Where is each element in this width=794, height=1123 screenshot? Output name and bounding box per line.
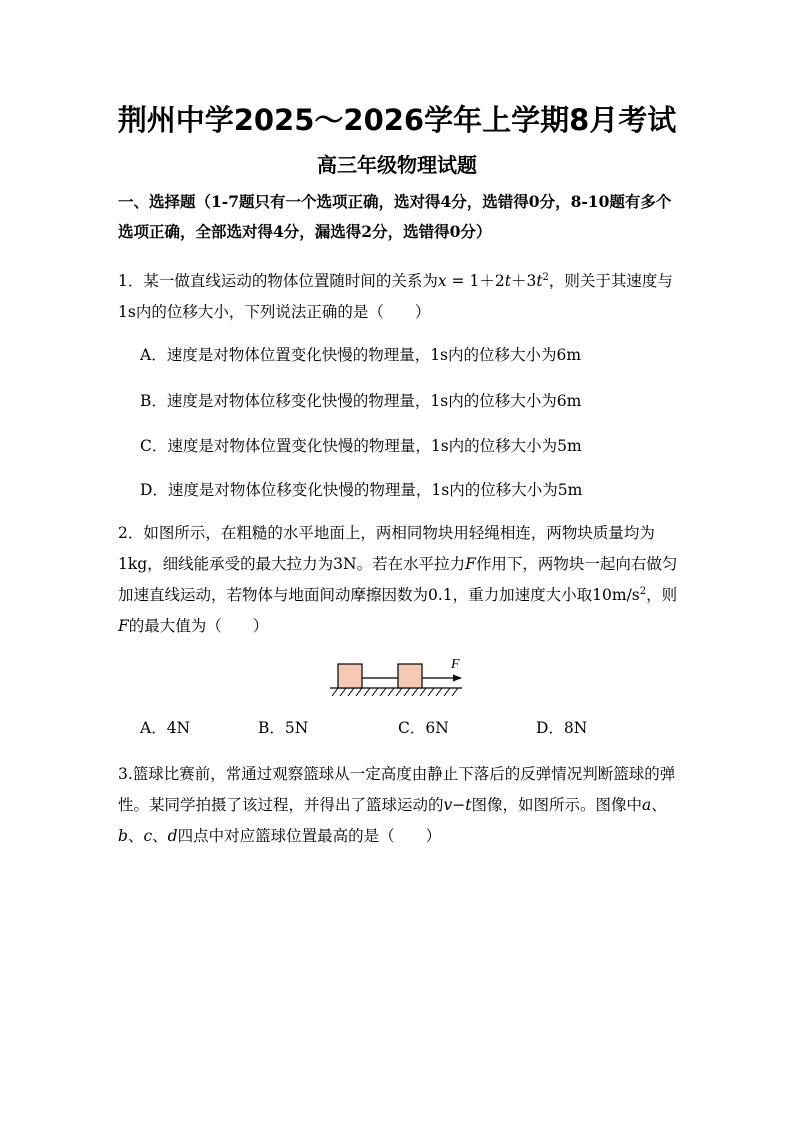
q3-point-c: c [143,827,153,845]
q2-option-d: D．8N [536,719,588,737]
blocks-figure [320,652,470,702]
question-3-stem [118,759,678,852]
q3-point-b: b [118,827,128,845]
q1-plus: ＋3 [510,272,537,290]
block-left [338,664,362,688]
q1-stem-a: 1．某一做直线运动的物体位置随时间的关系为 [118,272,438,290]
q2-var-f2: F [118,617,129,635]
q1-exp: 2 [542,272,549,283]
q3-sep: 、 [651,796,667,814]
q2-option-a: A．4N [140,719,191,737]
q3-sep: 、 [127,827,144,845]
q3-stem-a: 3.篮球比赛前，常通过观察篮球从一定高度由静止下落后的反弹情况判断篮球的弹性。某同学拍摄了该过程，并得出了篮球运动的 [118,765,676,814]
section-heading: 一、选择题（1-7题只有一个选项正确，选对得4分，选错得0分，8-10题有多个选项正确，全部选对得4分，漏选得2分，选错得0分） [118,192,672,241]
q1-stem-b: ，则关于其速度与1s内的位移大小，下列说法正确的是（ ） [118,272,673,321]
q3-stem-c: 四点中对应篮球位置最高的是（ ） [177,827,442,845]
q3-stem-b: 图像，如图所示。图像中 [471,796,643,814]
q3-point-d: d [167,827,178,845]
q3-dash: − [452,796,466,814]
q2-exp: 2 [639,586,647,597]
q2-stem-c: ，则 [646,586,678,604]
q1-option-b: B．速度是对物体位移变化快慢的物理量，1s内的位移大小为6m [140,392,582,410]
q1-option-c: C．速度是对物体位置变化快慢的物理量，1s内的位移大小为5m [140,437,582,455]
q1-var-t1: t [504,272,511,290]
exam-title: 荆州中学2025～2026学年上学期8月考试 [117,103,677,137]
q2-options [140,716,660,740]
q2-option-c: C．6N [398,719,449,737]
q1-option-a: A．速度是对物体位置变化快慢的物理量，1s内的位移大小为6m [140,346,582,364]
q1-eq: = 1＋2 [446,272,505,290]
q3-sep: 、 [152,827,168,845]
q2-stem-b: 作用下，两物块一起向右做匀加速直线运动，若物体与地面间动摩擦因数为0.1，重力加速度大小取10m/s [118,555,678,604]
exam-subtitle: 高三年级物理试题 [317,153,477,177]
q2-var-f: F [465,555,476,573]
q3-var-t: t [465,796,472,814]
force-arrow-head [453,675,462,682]
question-1-stem [118,266,678,328]
ground-hatching [332,688,458,696]
q1-var-x: x [437,272,447,290]
q3-point-a: a [642,796,652,814]
q3-var-v: v [443,796,453,814]
block-right [398,664,422,688]
q1-option-d: D．速度是对物体位移变化快慢的物理量，1s内的位移大小为5m [140,481,583,499]
question-2-stem [118,518,678,642]
q1-var-t2: t [536,272,543,290]
q2-option-b: B．5N [258,719,309,737]
q2-stem-d: 的最大值为（ ） [128,617,269,635]
q2-stem-a: 2．如图所示，在粗糙的水平地面上，两相同物块用轻绳相连，两物块质量均为1kg，细线能承受的最大拉力为3N。若在水平拉力 [118,524,655,573]
force-label: F [451,657,460,672]
